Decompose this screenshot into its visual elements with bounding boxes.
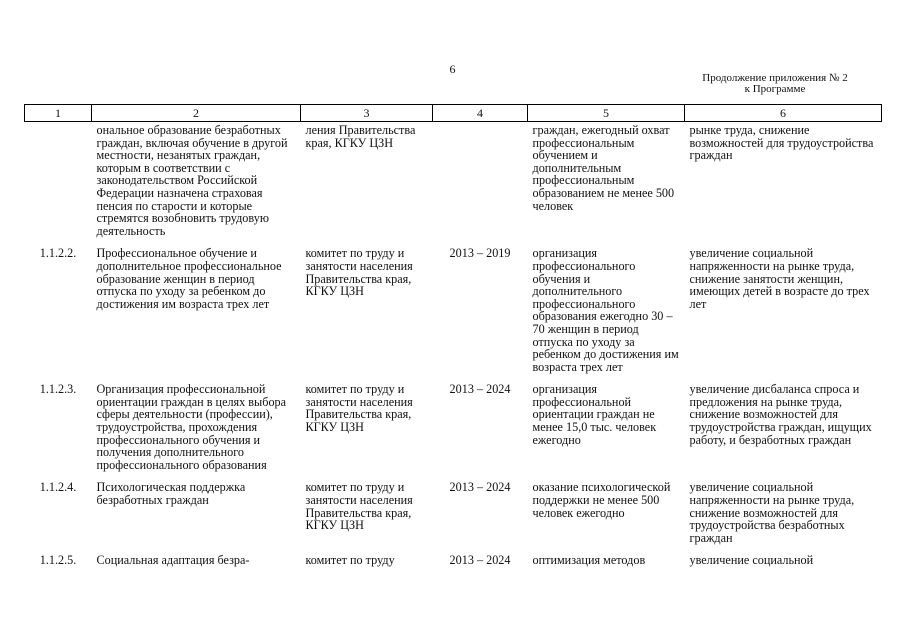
row-indicator: граждан, ежегодный охват профессиональным обучением и дополнительным профессиональным образованием не менее 500 человек <box>532 123 675 213</box>
row-period: 2013 – 2024 <box>449 382 511 397</box>
row-indicator: организация профессионального обучения и дополнительного профессионального образования ежегодно 30 – 70 женщин в период отпуска по уходу за ребенком до достижения им возраста трех лет <box>532 246 679 374</box>
row-name: Организация профессиональной ориентации граждан в целях выбора сферы деятельности (профессии), трудоустройства, прохождения профессионального обучения и получения дополнительного профессионального образования <box>96 382 287 472</box>
appendix-caption <box>640 73 905 95</box>
row-name: Психологическая поддержка безработных граждан <box>96 480 246 508</box>
row-result: рынке труда, снижение возможностей для трудоустройства граждан <box>689 123 874 163</box>
table-row <box>25 247 882 383</box>
header-col-3: 3 <box>301 105 433 122</box>
header-col-6: 6 <box>685 105 882 122</box>
header-col-1: 1 <box>25 105 92 122</box>
row-executor: комитет по труду и занятости населения Правительства края, КГКУ ЦЗН <box>305 246 413 299</box>
row-result: увеличение социальной <box>689 553 814 568</box>
table-row <box>25 122 882 248</box>
row-indicator: оказание психологической поддержки не менее 500 человек ежегодно <box>532 480 671 520</box>
row-name: ональное образование безработных граждан, включая обучение в другой местности, незанятых граждан, которым в соответствии с законодательством Российской Федерации назначена страховая пенсия по старости и которые стремятся возобновить трудовую деятельность <box>96 123 288 238</box>
row-executor: комитет по труду <box>305 553 395 568</box>
table-row <box>25 481 882 554</box>
row-name: Социальная адаптация безра- <box>96 553 250 568</box>
row-executor: ления Правительства края, КГКУ ЦЗН <box>305 123 416 150</box>
table-header-row <box>25 105 882 122</box>
header-col-2: 2 <box>92 105 301 122</box>
row-result: увеличение социальной напряженности на рынке труда, снижение занятости женщин, имеющих детей в возрасте до трех лет <box>689 246 870 311</box>
appendix-line-1: Продолжение приложения № 2 <box>702 72 848 84</box>
row-result: увеличение дисбаланса спроса и предложения на рынке труда, снижение возможностей для трудоустройства граждан, ищущих работу, и безработных граждан <box>689 382 872 447</box>
program-table <box>24 104 882 567</box>
row-executor: комитет по труду и занятости населения Правительства края, КГКУ ЦЗН <box>305 382 413 435</box>
table-row <box>25 554 882 567</box>
row-result: увеличение социальной напряженности на рынке труда, снижение возможностей для трудоустройства безработных граждан <box>689 480 855 545</box>
appendix-line-2: к Программе <box>744 83 806 95</box>
row-indicator: организация профессиональной ориентации граждан не менее 15,0 тыс. человек ежегодно <box>532 382 657 447</box>
row-executor: комитет по труду и занятости населения Правительства края, КГКУ ЦЗН <box>305 480 413 533</box>
row-indicator: оптимизация методов <box>532 553 646 568</box>
row-number: 1.1.2.5. <box>39 553 77 568</box>
row-name: Профессиональное обучение и дополнительное профессиональное образование женщин в период отпуска по уходу за ребенком до достижения им возраста трех лет <box>96 246 282 311</box>
page-number: 6 <box>449 62 456 76</box>
row-period <box>433 122 528 248</box>
header-col-4: 4 <box>433 105 528 122</box>
row-number: 1.1.2.4. <box>39 480 77 495</box>
row-number: 1.1.2.3. <box>39 382 77 397</box>
header-col-5: 5 <box>528 105 685 122</box>
row-number: 1.1.2.2. <box>39 246 77 261</box>
row-period: 2013 – 2024 <box>449 480 511 495</box>
row-number <box>25 122 92 248</box>
table-row <box>25 383 882 481</box>
row-period: 2013 – 2019 <box>449 246 511 261</box>
row-period: 2013 – 2024 <box>449 553 511 568</box>
